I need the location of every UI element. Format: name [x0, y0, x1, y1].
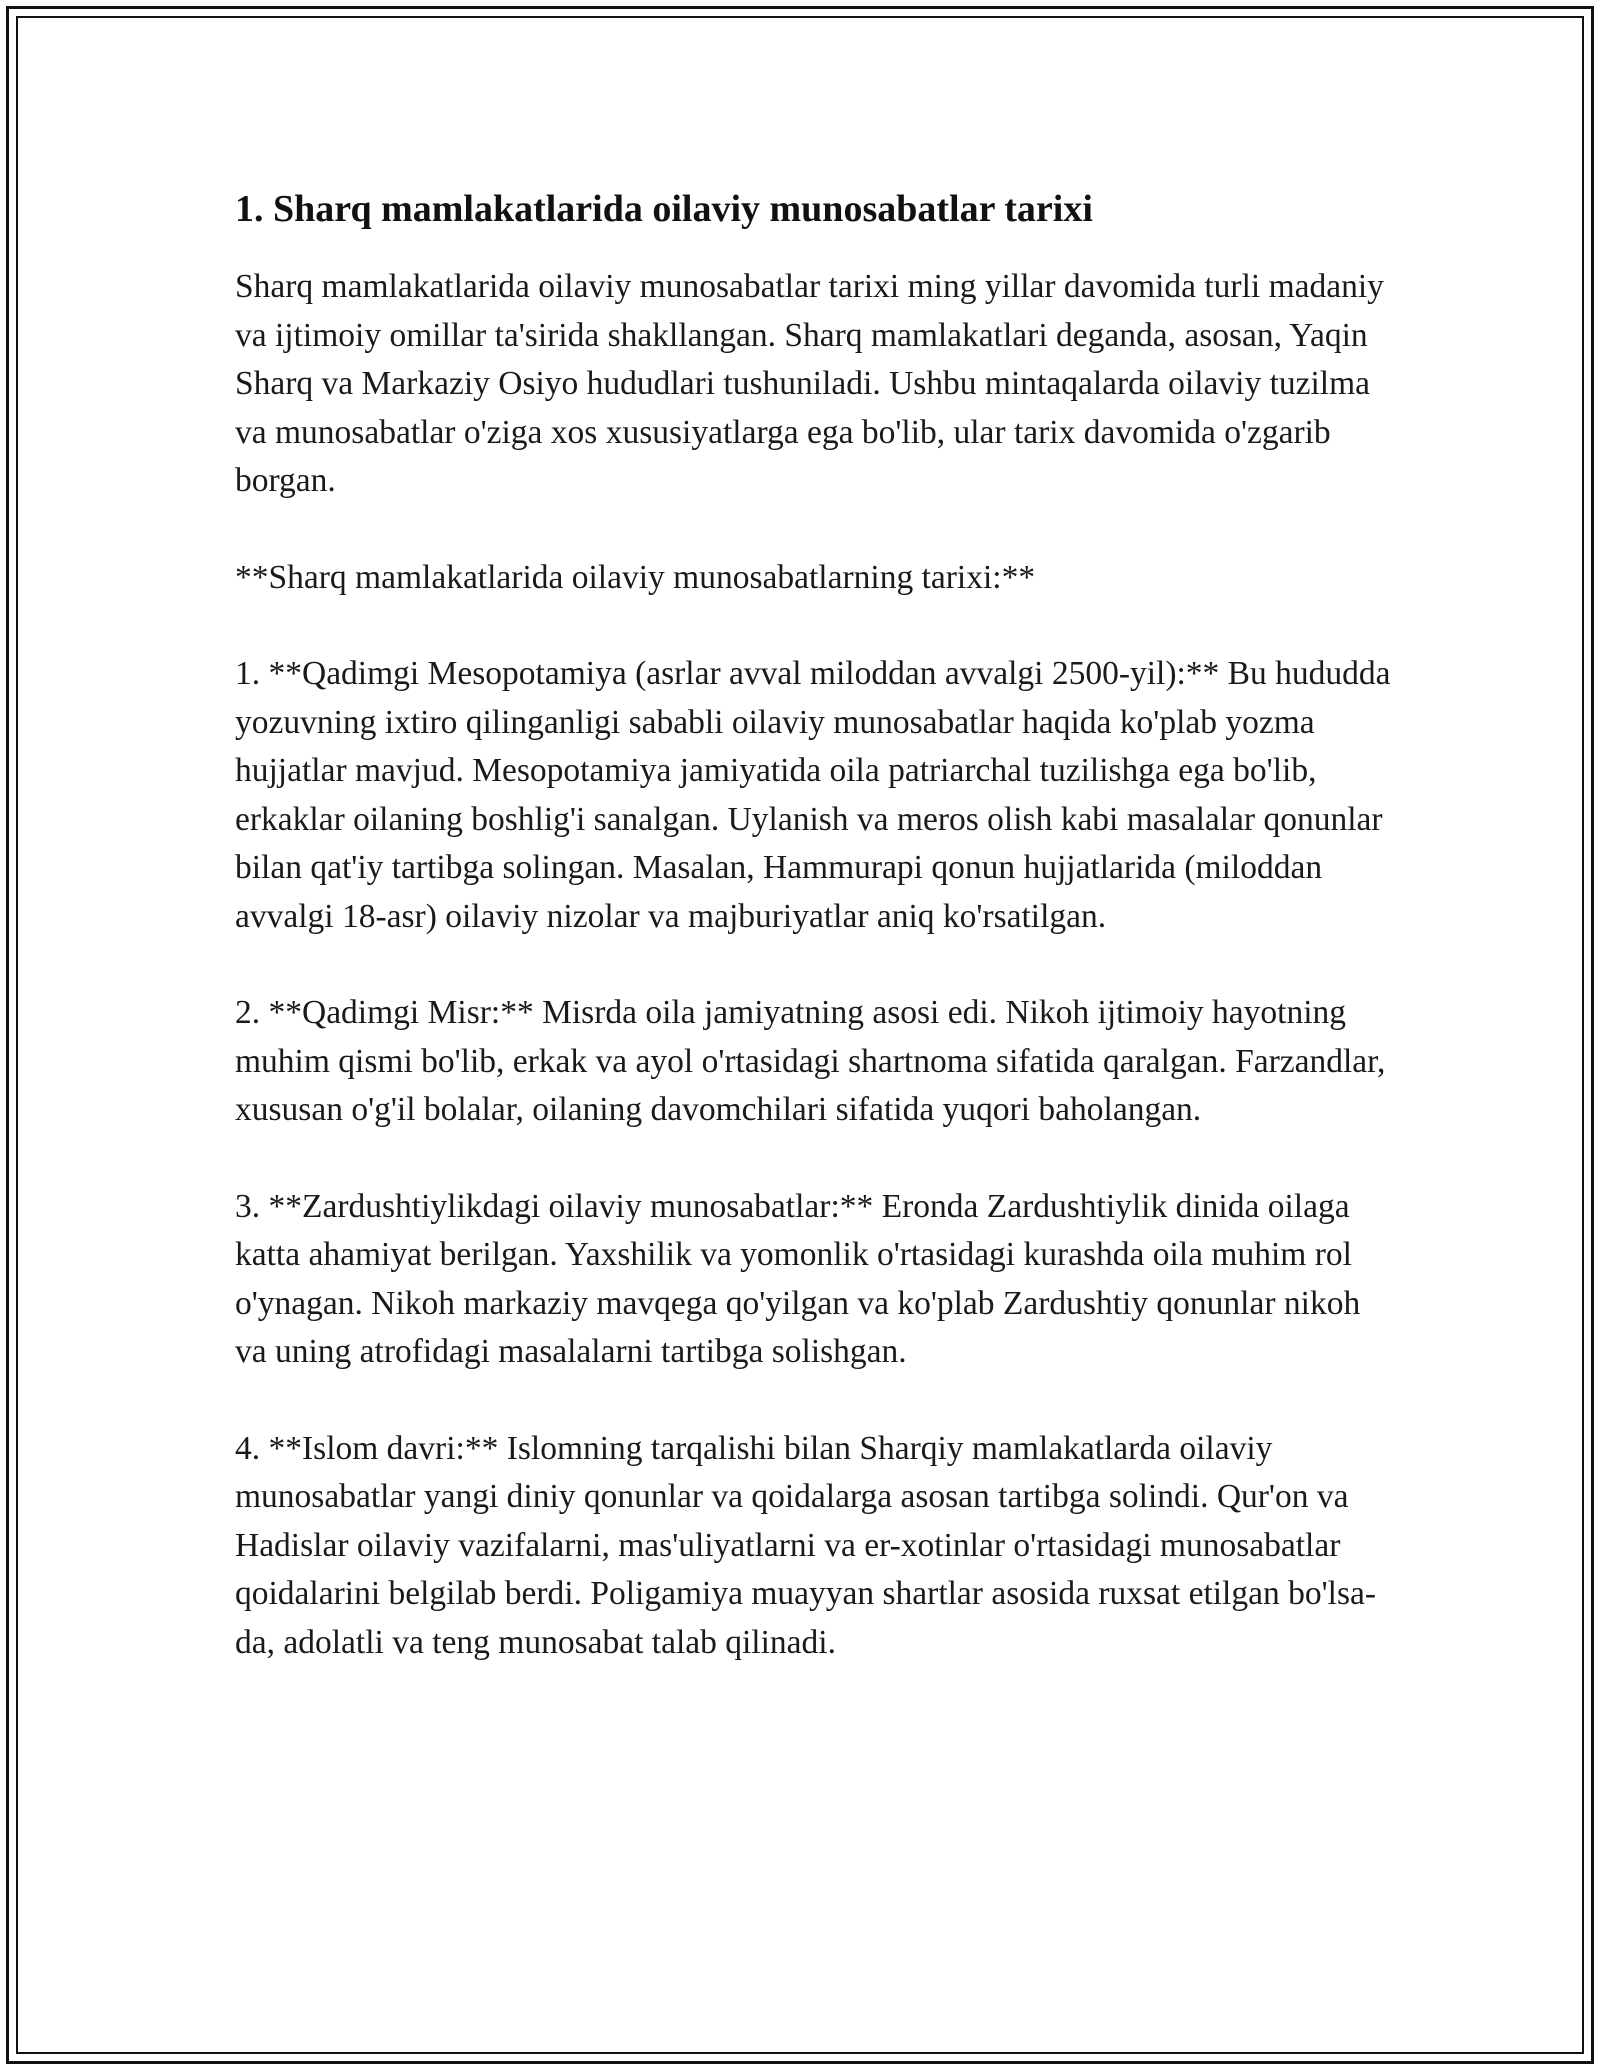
paragraph-mesopotamia: 1. **Qadimgi Mesopotamiya (asrlar avval miloddan avvalgi 2500-yil):** Bu hududda yozuvning ixtiro qilinganligi sababli oilaviy munosabatlar haqida ko'plab yozma hujjatlar mavjud. Mesopotamiya jamiyatida oila patriarchal tuzilishga ega bo'lib, erkaklar oilaning boshlig'i sanalgan. Uylanish va meros olish kabi masalalar qonunlar bilan qat'iy tartibga solingan. Masalan, Hammurapi qonun hujjatlarida (miloddan avvalgi 18-asr) oilaviy nizolar va majburiyatlar aniq ko'rsatilgan. [235, 655, 1391, 935]
paragraph-egypt: 2. **Qadimgi Misr:** Misrda oila jamiyatning asosi edi. Nikoh ijtimoiy hayotning muhim qismi bo'lib, erkak va ayol o'rtasidagi shartnoma sifatida qaralgan. Farzandlar, xususan o'g'il bolalar, oilaning davomchilari sifatida yuqori baholangan. [235, 994, 1386, 1129]
paragraph-islam: 4. **Islom davri:** Islomning tarqalishi bilan Sharqiy mamlakatlarda oilaviy munosabatlar yangi diniy qonunlar va qoidalarga asosan tartibga solindi. Qur'on va Hadislar oilaviy vazifalarni, mas'uliyatlarni va er-xotinlar o'rtasidagi munosabatlar qoidalarini belgilab berdi. Poligamiya muayyan shartlar asosida ruxsat etilgan bo'lsa-da, adolatli va teng munosabat talab qilinadi. [235, 1429, 1377, 1661]
subheading-paragraph: **Sharq mamlakatlarida oilaviy munosabatlarning tarixi:** [235, 558, 1036, 596]
paragraph-zoroastrianism: 3. **Zardushtiylikdagi oilaviy munosabatlar:** Eronda Zardushtiylik dinida oilaga katta ahamiyat berilgan. Yaxshilik va yomonlik o'rtasidagi kurashda oila muhim rol o'ynagan. Nikoh markaziy mavqega qo'yilgan va ko'plab Zardushtiy qonunlar nikoh va uning atrofidagi masalalarni tartibga solishgan. [235, 1187, 1361, 1371]
document-body [235, 184, 1395, 1715]
intro-paragraph: Sharq mamlakatlarida oilaviy munosabatlar tarixi ming yillar davomida turli madaniy va ijtimoiy omillar ta'sirida shakllangan. Sharq mamlakatlari deganda, asosan, Yaqin Sharq va Markaziy Osiyo hududlari tushuniladi. Ushbu mintaqalarda oilaviy tuzilma va munosabatlar o'ziga xos xususiyatlarga ega bo'lib, ular tarix davomida o'zgarib borgan. [235, 268, 1384, 500]
section-heading: 1. Sharq mamlakatlarida oilaviy munosabatlar tarixi [235, 188, 1093, 230]
